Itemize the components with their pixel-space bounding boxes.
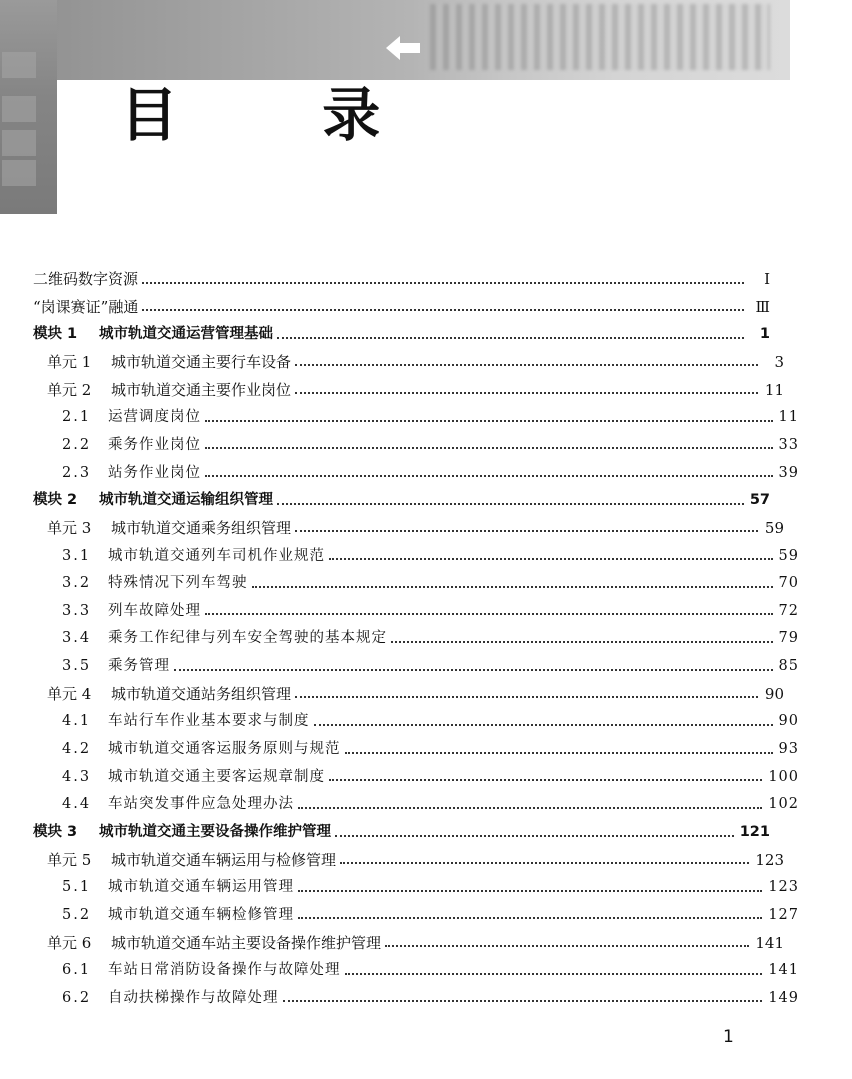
toc-dot-leader xyxy=(345,751,773,754)
toc-entry-number: 单元 5 xyxy=(47,850,92,869)
toc-entry[interactable] xyxy=(0,874,852,900)
toc-dot-leader xyxy=(205,474,773,477)
toc-entry[interactable] xyxy=(0,930,837,956)
toc-entry-title: 城市轨道交通运营管理基础 xyxy=(99,326,273,343)
toc-entry-number: 单元 6 xyxy=(47,933,92,952)
toc-dot-leader xyxy=(345,972,763,975)
toc-entry-number: 4.2 xyxy=(62,741,92,758)
toc-entry-number: 4.3 xyxy=(62,768,92,785)
toc-entry[interactable] xyxy=(0,543,852,569)
toc-entry-number: 3.5 xyxy=(62,658,92,675)
toc-entry-title: 车站日常消防设备操作与故障处理 xyxy=(108,962,341,979)
toc-dot-leader xyxy=(340,861,749,864)
toc-entry-page: 70 xyxy=(778,575,799,592)
toc-dot-leader xyxy=(277,502,744,505)
toc-entry-number: 6.1 xyxy=(62,962,92,979)
toc-entry[interactable] xyxy=(0,957,852,983)
toc-dot-leader xyxy=(295,529,758,532)
toc-dot-leader xyxy=(205,419,773,422)
toc-entry-number: 6.2 xyxy=(62,989,92,1006)
toc-entry[interactable] xyxy=(0,487,823,513)
toc-entry-title: 自动扶梯操作与故障处理 xyxy=(108,989,279,1006)
toc-entry[interactable] xyxy=(0,791,852,817)
toc-entry[interactable] xyxy=(0,349,837,375)
toc-dot-leader xyxy=(205,612,773,615)
arrow-left-icon xyxy=(386,34,420,62)
toc-entry-title: 车站行车作业基本要求与制度 xyxy=(108,713,310,730)
toc-entry-number: 4.4 xyxy=(62,796,92,813)
toc-entry-title: 车站突发事件应急处理办法 xyxy=(108,796,294,813)
toc-entry-page: Ⅲ xyxy=(755,297,770,316)
toc-entry-title: 列车故障处理 xyxy=(108,602,201,619)
toc-entry-page: 72 xyxy=(778,602,799,619)
toc-entry[interactable] xyxy=(0,819,823,845)
toc-entry-title: 运营调度岗位 xyxy=(108,409,201,426)
toc-entry-page: 141 xyxy=(768,962,799,979)
toc-entry[interactable] xyxy=(0,985,852,1011)
toc-entry-title: 城市轨道交通列车司机作业规范 xyxy=(108,547,325,564)
toc-entry-page: 100 xyxy=(768,768,799,785)
toc-entry-page: 33 xyxy=(778,436,799,453)
toc-entry-page: 123 xyxy=(755,850,784,869)
toc-entry[interactable] xyxy=(0,598,852,624)
toc-dot-leader xyxy=(314,723,773,726)
toc-entry-title: 乘务作业岗位 xyxy=(108,436,201,453)
page-number: 1 xyxy=(723,1027,734,1047)
toc-entry-page: 90 xyxy=(764,684,784,703)
header-side-bar xyxy=(0,0,57,214)
toc-entry-number: 4.1 xyxy=(62,713,92,730)
toc-entry-number: 5.1 xyxy=(62,879,92,896)
toc-entry-number: 单元 3 xyxy=(47,518,92,537)
toc-entry-title: 城市轨道交通主要客运规章制度 xyxy=(108,768,325,785)
toc-entry-page: 79 xyxy=(778,630,799,647)
toc-entry-number: 3.3 xyxy=(62,602,92,619)
toc-entry-title: 乘务管理 xyxy=(108,658,170,675)
toc-dot-leader xyxy=(174,668,773,671)
toc-entry-page: 123 xyxy=(768,879,799,896)
toc-entry[interactable] xyxy=(0,432,852,458)
toc-entry-page: 102 xyxy=(768,796,799,813)
toc-entry-title: 城市轨道交通客运服务原则与规范 xyxy=(108,741,341,758)
toc-entry-number: 5.2 xyxy=(62,906,92,923)
toc-entry-page: Ⅰ xyxy=(764,270,770,288)
toc-entry-title: “岗课赛证”融通 xyxy=(33,297,139,316)
toc-entry-title: 特殊情况下列车驾驶 xyxy=(108,575,248,592)
toc-entry-title: 二维码数字资源 xyxy=(33,270,139,288)
toc-entry-title: 城市轨道交通车站主要设备操作维护管理 xyxy=(111,933,382,952)
toc-entry[interactable] xyxy=(0,515,837,541)
toc-entry-number: 单元 1 xyxy=(47,352,92,371)
toc-entry[interactable] xyxy=(0,266,823,292)
toc-entry-page: 141 xyxy=(755,933,784,952)
toc-entry-title: 城市轨道交通车辆运用管理 xyxy=(108,879,294,896)
toc-entry[interactable] xyxy=(0,764,852,790)
toc-entry-page: 11 xyxy=(764,380,784,399)
toc-dot-leader xyxy=(283,999,763,1002)
toc-dot-leader xyxy=(205,446,773,449)
toc-entry-number: 单元 4 xyxy=(47,684,92,703)
toc-dot-leader xyxy=(329,778,762,781)
toc-entry[interactable] xyxy=(0,902,852,928)
header-texture xyxy=(430,4,770,70)
toc-entry-page: 57 xyxy=(749,492,770,509)
toc-entry-number: 2.1 xyxy=(62,409,92,426)
toc-entry-page: 85 xyxy=(778,658,799,675)
toc-entry-page: 1 xyxy=(759,326,770,343)
toc-entry-page: 39 xyxy=(778,464,799,481)
toc-entry-number: 模块 2 xyxy=(33,492,78,509)
toc-dot-leader xyxy=(277,336,744,339)
toc-entry-title: 乘务工作纪律与列车安全驾驶的基本规定 xyxy=(108,630,387,647)
toc-entry[interactable] xyxy=(0,404,852,430)
toc-entry-page: 93 xyxy=(778,741,799,758)
toc-entry[interactable] xyxy=(0,708,852,734)
toc-entry-number: 单元 2 xyxy=(47,380,92,399)
page-title: 目 录 xyxy=(120,81,443,149)
toc-entry-title: 城市轨道交通主要行车设备 xyxy=(111,352,292,371)
toc-entry[interactable] xyxy=(0,653,852,679)
toc-entry-title: 站务作业岗位 xyxy=(108,464,201,481)
toc-entry-number: 模块 3 xyxy=(33,824,78,840)
toc-entry-title: 城市轨道交通车辆运用与检修管理 xyxy=(111,850,337,869)
toc-dot-leader xyxy=(298,916,762,919)
toc-entry[interactable] xyxy=(0,321,823,347)
toc-dot-leader xyxy=(142,308,744,311)
toc-entry-number: 2.2 xyxy=(62,436,92,453)
toc-entry-page: 90 xyxy=(778,713,799,730)
toc-dot-leader xyxy=(329,557,773,560)
toc-entry-page: 11 xyxy=(778,409,799,426)
toc-entry-number: 3.4 xyxy=(62,630,92,647)
toc-dot-leader xyxy=(298,889,762,892)
toc-entry-title: 城市轨道交通运输组织管理 xyxy=(99,492,273,509)
toc-dot-leader xyxy=(298,806,762,809)
toc-dot-leader xyxy=(335,834,734,837)
toc-dot-leader xyxy=(391,640,773,643)
toc-entry[interactable] xyxy=(0,460,852,486)
toc-entry[interactable] xyxy=(0,570,852,596)
toc-entry-title: 城市轨道交通主要设备操作维护管理 xyxy=(99,824,331,840)
toc-entry-number: 2.3 xyxy=(62,464,92,481)
toc-entry[interactable] xyxy=(0,377,837,403)
toc-dot-leader xyxy=(295,695,758,698)
toc-entry-number: 3.1 xyxy=(62,547,92,564)
toc-entry-title: 城市轨道交通站务组织管理 xyxy=(111,684,292,703)
toc-entry[interactable] xyxy=(0,681,837,707)
toc-entry-page: 127 xyxy=(768,906,799,923)
toc-entry-title: 城市轨道交通乘务组织管理 xyxy=(111,518,292,537)
toc-dot-leader xyxy=(295,391,758,394)
toc-entry[interactable] xyxy=(0,294,823,320)
toc-entry-page: 59 xyxy=(778,547,799,564)
toc-dot-leader xyxy=(142,281,744,284)
toc-entry-number: 模块 1 xyxy=(33,326,78,343)
toc-dot-leader xyxy=(385,944,749,947)
toc-entry-page: 121 xyxy=(739,824,770,840)
toc-entry[interactable] xyxy=(0,847,837,873)
toc-entry-page: 59 xyxy=(764,518,784,537)
toc-entry-page: 3 xyxy=(774,352,784,371)
toc-entry[interactable] xyxy=(0,736,852,762)
toc-dot-leader xyxy=(252,585,773,588)
toc-entry-number: 3.2 xyxy=(62,575,92,592)
toc-entry[interactable] xyxy=(0,625,852,651)
toc-dot-leader xyxy=(295,363,758,366)
toc-entry-title: 城市轨道交通主要作业岗位 xyxy=(111,380,292,399)
toc-entry-page: 149 xyxy=(768,989,799,1006)
toc-entry-title: 城市轨道交通车辆检修管理 xyxy=(108,906,294,923)
